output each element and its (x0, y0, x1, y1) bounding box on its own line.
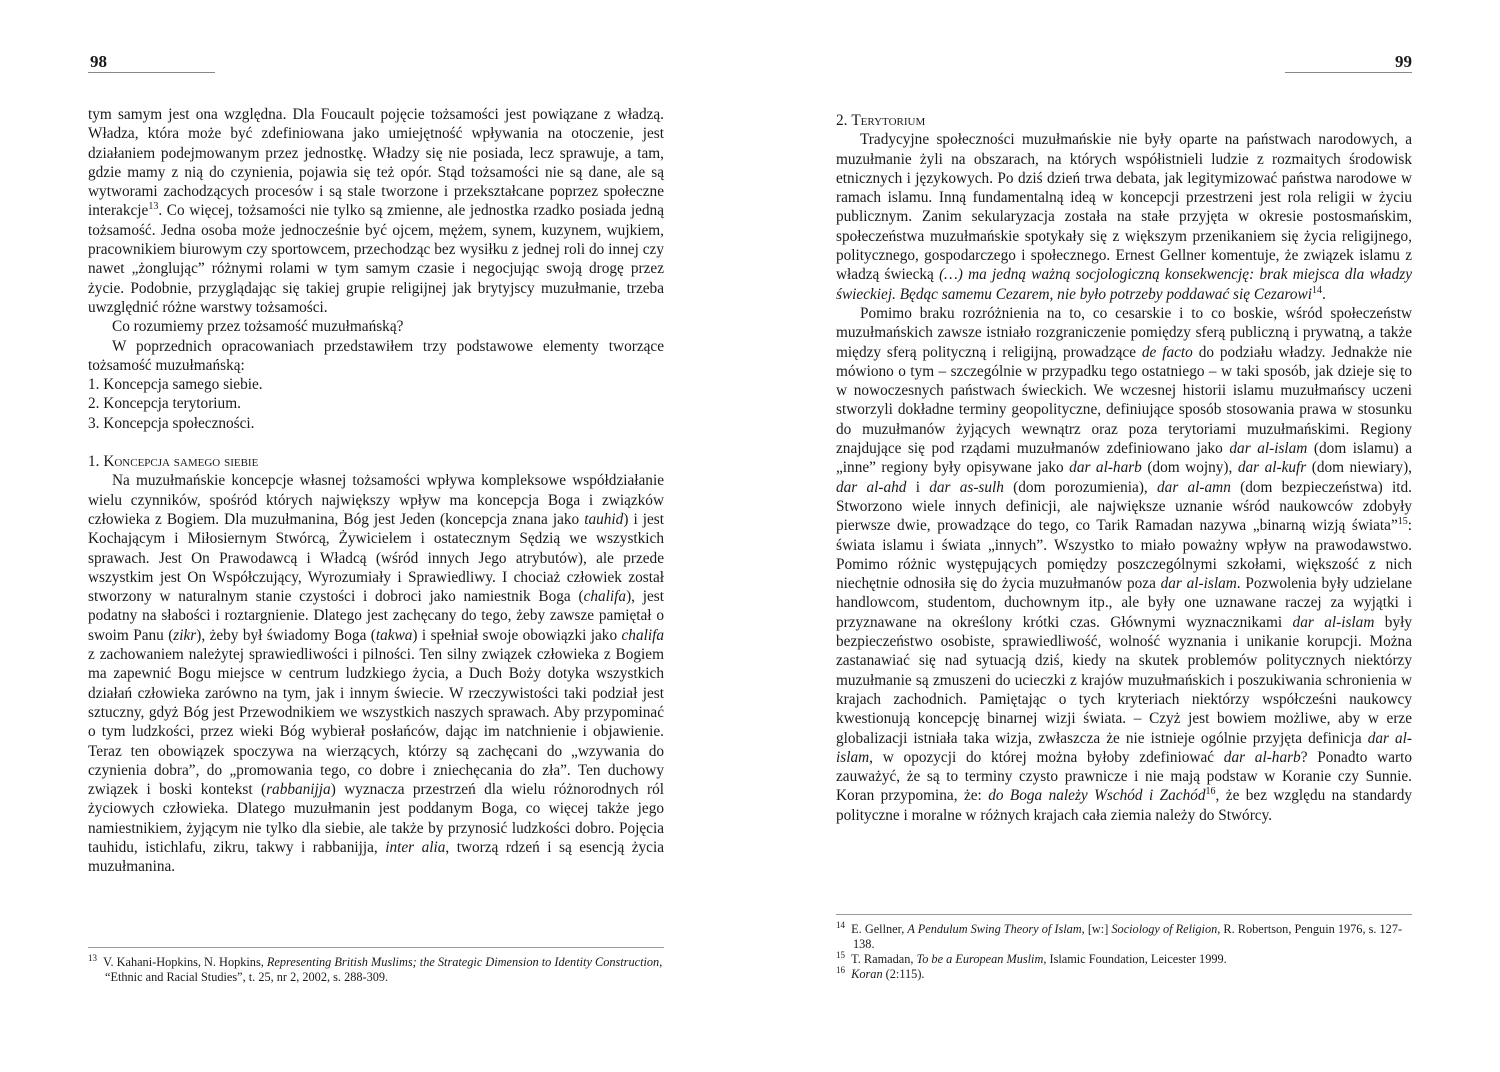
paragraph: W poprzednich opracowaniach przedstawiłem trzy podstawowe elementy tworzące tożsamość muzułmańską: (88, 337, 664, 374)
right-body (836, 111, 1412, 825)
paragraph: tym samym jest ona względna. Dla Foucault pojęcie tożsamości jest powiązane z władzą. Władza, która może być zdefiniowana jako umiejętność wpływania na otoczenie, jest działaniem podejmowanym przez jednostkę. Władzy się nie posiada, lecz sprawuje, a tam, gdzie mamy z nią do czynienia, pojawia się też opór. Stąd tożsamości nie są dane, ale są wytworami zachodzących procesów i są stale tworzone i przekształcane poprzez społeczne interakcje$^{13}$. Co więcej, tożsamości nie tylko są zmienne, ale jednostka rzadko posiada jedną tożsamość. Jedna osoba może jednocześnie być ojcem, mężem, synem, kuzynem, wujkiem, pracownikiem biurowym czy sportowcem, przechodząc bez wysiłku z jednej roli do innej czy nawet „żonglując” różnymi rolami w tym samym czasie i negocjując swoją drogę przez życie. Podobnie, przyglądając się takiej grupie religijnej jak brytyjscy muzułmanie, trzeba uwzględnić różne warstwy tożsamości. (88, 106, 664, 316)
footnote: $^{16}$ Koran (2:115). (836, 964, 925, 981)
list-item: 2. Koncepcja terytorium. (88, 395, 241, 413)
footnote-ref[interactable]: 15 (1397, 516, 1408, 528)
section-heading: 2. Terytorium (836, 112, 926, 129)
footnote-ref[interactable]: 16 (1205, 786, 1216, 798)
footnote: $^{13}$ V. Kahani-Hopkins, N. Hopkins, Representing British Muslims; the Strategic Dimension to Identity Construction, “Ethnic and Racial Studies”, t. 25, nr 2, 2002, s. 288-309. (88, 952, 663, 984)
footnote-ref[interactable]: 14 (1311, 284, 1322, 296)
page-number: 98 (90, 52, 107, 71)
list-item: 1. Koncepcja samego siebie. (88, 376, 263, 394)
section-heading: 1. Koncepcja samego siebie (88, 453, 259, 471)
footnotes (88, 952, 664, 985)
footnotes (836, 919, 1412, 982)
list-item: 3. Koncepcja społeczności. (88, 414, 255, 432)
right-page (836, 0, 1412, 1072)
paragraph: Pomimo braku rozróżnienia na to, co cesarskie i to co boskie, wśród społeczeństw muzułmańskich zawsze istniało rozgraniczenie pomiędzy sferą publiczną i prywatną, a także między sferą polityczną i religijną, prowadzące de facto do podziału władzy. Jednakże nie mówiono o tym – szczególnie w przypadku tego ostatniego – w taki sposób, jak dzieje się to w nowoczesnych państwach świeckich. We wczesnej historii islamu muzułmańscy uczeni stworzyli dokładne terminy geopolityczne, definiujące sposób stosowania prawa w stosunku do muzułmanów żyjących wewnątrz oraz poza terytoriami muzułmańskimi. Regiony znajdujące się pod rządami muzułmanów zdefiniowano jako dar al-islam (dom islamu) a „inne” regiony były opisywane jako dar al-harb (dom wojny), dar al-kufr (dom niewiary), dar al-ahd i dar as-sulh (dom porozumienia), dar al-amn (dom bezpieczeństwa) itd. Stworzono wiele innych definicji, ale największe uznanie wśród naukowców zdobyły pierwsze dwie, prowadzące do tego, co Tarik Ramadan nazywa „binarną wizją świata”$^{15}$: świata islamu i świata „innych”. Wszystko to miało poważny wpływ na prawodawstwo. Pomimo różnic występujących pomiędzy poszczególnymi szkołami, większość z nich niechętnie odnosiła się do życia muzułmanów poza dar al-islam. Pozwolenia były udzielane handlowcom, studentom, duchownym itp., ale były one uznawane raczej za wyjątki i przyznawane na określony krótki czas. Głównymi wyznacznikami dar al-islam były bezpieczeństwo osobiste, sprawiedliwość, wolność wyznania i unikanie korupcji. Można zastanawiać się nad sytuacją dziś, kiedy na skutek problemów politycznych niektórzy muzułmanie są zmuszeni do ucieczki z krajów muzułmańskich i poszukiwania schronienia w krajach zachodnich. Pamiętając o tych kryteriach niektórzy współcześni naukowcy kwestionują koncepcję binarnej wizji świata. – Czyż jest bowiem możliwe, aby w erze globalizacji istniała taka wizja, zwłaszcza że nie istnieje ogólnie przyjęta definicja dar al-islam, w opozycji do której można byłoby zdefiniować dar al-harb? Ponadto warto zauważyć, że są to terminy czysto prawnicze i nie mają podstaw w Koranie czy Sunnie. Koran przypomina, że: do Boga należy Wschód i Zachód$^{16}$, że bez względu na standardy polityczne i moralne w różnych krajach cała ziemia należy do Stwórcy. (836, 304, 1413, 824)
page-number: 99 (1395, 52, 1412, 71)
footnote-rule (836, 914, 1412, 915)
footnote: $^{15}$ T. Ramadan, To be a European Muslim, Islamic Foundation, Leicester 1999. (836, 949, 1227, 966)
paragraph: Na muzułmańskie koncepcje własnej tożsamości wpływa kompleksowe współdziałanie wielu czynników, spośród których największy wpływ ma koncepcja Boga i związków człowieka z Bogiem. Dla muzułmanina, Bóg jest Jeden (koncepcja znana jako tauhid) i jest Kochającym i Miłosiernym Stwórcą, Żywicielem i ostatecznym Sędzią we wszystkich sprawach. Jest On Prawodawcą i Władcą (wśród innych Jego atrybutów), ale przede wszystkim jest On Współczujący, Wyrozumiały i Sprawiedliwy. I chociaż człowiek został stworzony w naturalnym stanie czystości i dobroci jako namiestnik Boga (chalifa), jest podatny na słabości i roztargnienie. Dlatego jest zachęcany do tego, żeby zawsze pamiętał o swoim Panu (zikr), żeby był świadomy Boga (takwa) i spełniał swoje obowiązki jako chalifa z zachowaniem należytej sprawiedliwości i pilności. Ten silny związek człowieka z Bogiem ma zapewnić Bogu miejsce w centrum ludzkiego życia, a Duch Boży dotyka wszystkich działań człowieka zarówno na tym, jak i innym świecie. W rzeczywistości taki podział jest sztuczny, gdyż Bóg jest Przewodnikiem we wszystkich naszych sprawach. Aby przypominać o tym ludzkości, przez wieki Bóg wybierał posłańców, dając im natchnienie i objawienie. Teraz ten obowiązek spoczywa na wierzących, którzy są zachęcani do „wzywania do czynienia dobra”, do „promowania tego, co dobre i zniechęcania do zła”. Ten duchowy związek i boski kontekst (rabbanijja) wyznacza przestrzeń dla wielu różnorodnych ról życiowych człowieka. Dlatego muzułmanin jest poddanym Boga, co więcej także jego namiestnikiem, żyjącym nie tylko dla siebie, ale także by przynosić ludzkości dobro. Pojęcia tauhidu, istichlafu, zikru, takwy i rabbanijja, inter alia, tworzą rdzeń i są esencją życia muzułmanina. (88, 472, 665, 876)
footnote-ref[interactable]: 13 (148, 201, 159, 213)
paragraph: Co rozumiemy przez tożsamość muzułmańską? (112, 318, 404, 336)
header-rule (1285, 72, 1412, 73)
left-page (88, 0, 664, 1072)
left-body (88, 105, 664, 877)
footnote: $^{14}$ E. Gellner, A Pendulum Swing Theory of Islam, [w:] Sociology of Religion, R. Robertson, Penguin 1976, s. 127-138. (836, 919, 1403, 951)
header-rule (88, 72, 215, 73)
paragraph: Tradycyjne społeczności muzułmańskie nie były oparte na państwach narodowych, a muzułmanie żyli na obszarach, na których współistnieli ludzie z rozmaitych środowisk etnicznych i językowych. Po dziś dzień trwa debata, jak legitymizować państwa narodowe w ramach islamu. Inną fundamentalną ideą w koncepcji przestrzeni jest rola religii w życiu publicznym. Zanim sekularyzacja została na stałe przyjęta w okresie postosmańskim, społeczeństwa muzułmańskie spotykały się z większym przenikaniem się życia religijnego, politycznego, gospodarczego i społecznego. Ernest Gellner komentuje, że związek islamu z władzą świecką (…) ma jedną ważną socjologiczną konsekwencję: brak miejsca dla władzy świeckiej. Będąc samemu Cezarem, nie było potrzeby poddawać się Cezarowi$^{14}$. (836, 131, 1412, 303)
footnote-rule (88, 947, 664, 948)
